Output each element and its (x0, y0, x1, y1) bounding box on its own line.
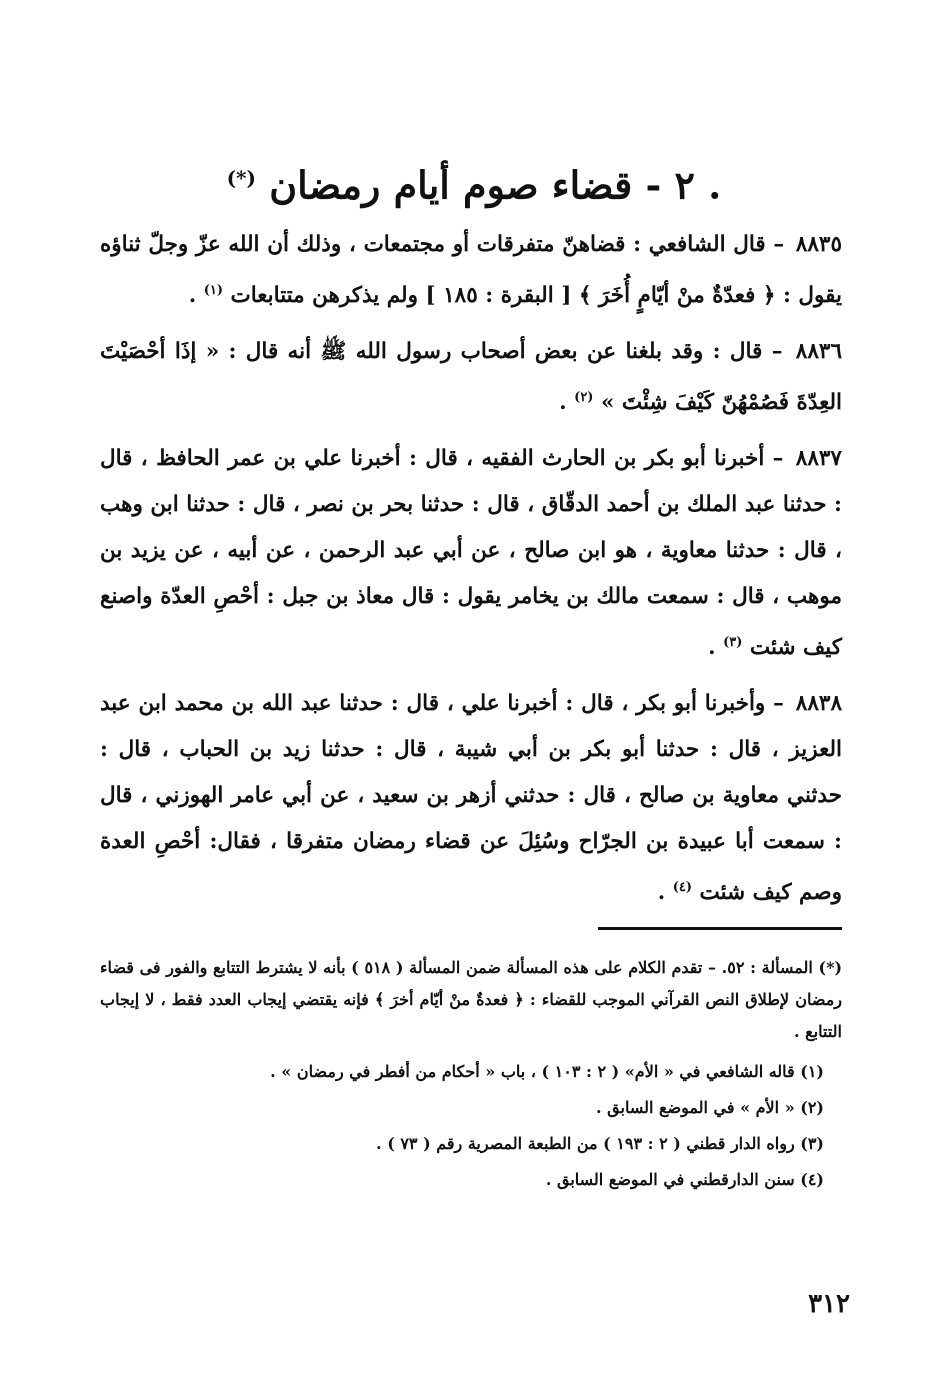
footnote-3: (٣) رواه الدار قطني ( ٢ : ١٩٣ ) من الطبعة المصرية رقم ( ٧٣ ) . (376, 1134, 824, 1153)
paragraph-8835 (100, 222, 842, 319)
page-number: ٣١٢ (808, 1289, 850, 1319)
paragraph-number: ٨٨٣٧ (795, 446, 842, 472)
paragraph-text: – قال الشافعي : قضاهنّ متفرقات أو مجتمعات ، وذلك أن الله عزّ وجلّ ثناؤه يقول : ﴿ فعدّةٌ منْ أيّامٍ أُخَرَ ﴾ [ البقرة : ١٨٥ ] ولم يذكرهن متتابعات (100, 232, 842, 309)
chapter-title-text: . ٢ - قضاء صوم أيام رمضان (269, 162, 722, 208)
paragraph-8838 (100, 681, 842, 916)
footnote-4: (٤) سنن الدارقطني في الموضع السابق . (545, 1170, 824, 1189)
paragraph-end: . (708, 635, 716, 661)
chapter-title (100, 148, 842, 216)
footnote-ref: (٤) (672, 880, 692, 896)
footnote-divider (598, 927, 842, 930)
paragraph-text: – أخبرنا أبو بكر بن الحارث الفقيه ، قال : أخبرنا علي بن عمر الحافظ ، قال : حدثنا عبد الملك بن أحمد الدقّاق ، قال : حدثنا بحر بن نصر ، قال : حدثنا ابن وهب ، قال : حدثنا معاوية ، هو ابن صالح ، عن أبي عبد الرحمن ، عن أبيه ، عن يزيد بن موهب ، قال : سمعت مالك بن يخامر يقول : قال معاذ بن جبل : أحْصِ العدّة واصنع كيف شئت (100, 446, 842, 661)
footnote-ref: (٣) (723, 635, 743, 651)
footnote-main: (*) المسألة : ٥٢. – تقدم الكلام على هذه المسألة ضمن المسألة ( ٥١٨ ) بأنه لا يشترط التتابع والفور فى قضاء رمضان لإطلاق النص القرآني الموجب للقضاء : ﴿ فعدةٌ منْ أيّام أخرَ ﴾ فإنه يقتضي إيجاب العدد فقط ، لا إيجاب التتابع . (100, 958, 843, 1041)
paragraph-text: – وأخبرنا أبو بكر ، قال : أخبرنا علي ، قال : حدثنا عبد الله بن محمد ابن عبد العزيز ، قال : حدثنا أبو بكر بن أبي شيبة ، قال : حدثنا زيد بن الحباب ، قال : حدثني معاوية بن صالح ، قال : حدثني أزهر بن سعيد ، عن أبي عامر الهوزني ، قال : سمعت أبا عبيدة بن الجرّاح وسُئِلَ عن قضاء رمضان متفرقا ، فقال: أحْصِ العدة وصم كيف شئت (100, 691, 842, 906)
paragraph-end: . (188, 283, 197, 309)
paragraph-8837 (100, 436, 842, 671)
paragraph-end: . (657, 880, 666, 906)
footnote-ref: (٢) (574, 390, 594, 406)
footnote-ref: (١) (203, 283, 223, 298)
main-text (100, 222, 842, 927)
paragraph-number: ٨٨٣٥ (795, 232, 842, 257)
paragraph-number: ٨٨٣٨ (795, 691, 842, 717)
chapter-title-footnote-mark: (*) (226, 166, 256, 190)
footnote-1: (١) قاله الشافعي في « الأم» ( ٢ : ١٠٣ ) ، باب « أحكام من أفطر في رمضان » . (270, 1062, 824, 1081)
footnote-2: (٢) « الأم » في الموضع السابق . (596, 1098, 824, 1117)
paragraph-8836 (100, 329, 842, 426)
paragraph-text: – قال : وقد بلغنا عن بعض أصحاب رسول الله ﷺ أنه قال : « إذَا أحْصَيْتَ العِدّةَ فَصُمْهُنّ كَيْفَ شِئْتَ » (100, 339, 842, 416)
paragraph-end: . (559, 390, 567, 416)
footnotes (100, 952, 842, 1198)
paragraph-number: ٨٨٣٦ (795, 339, 842, 365)
